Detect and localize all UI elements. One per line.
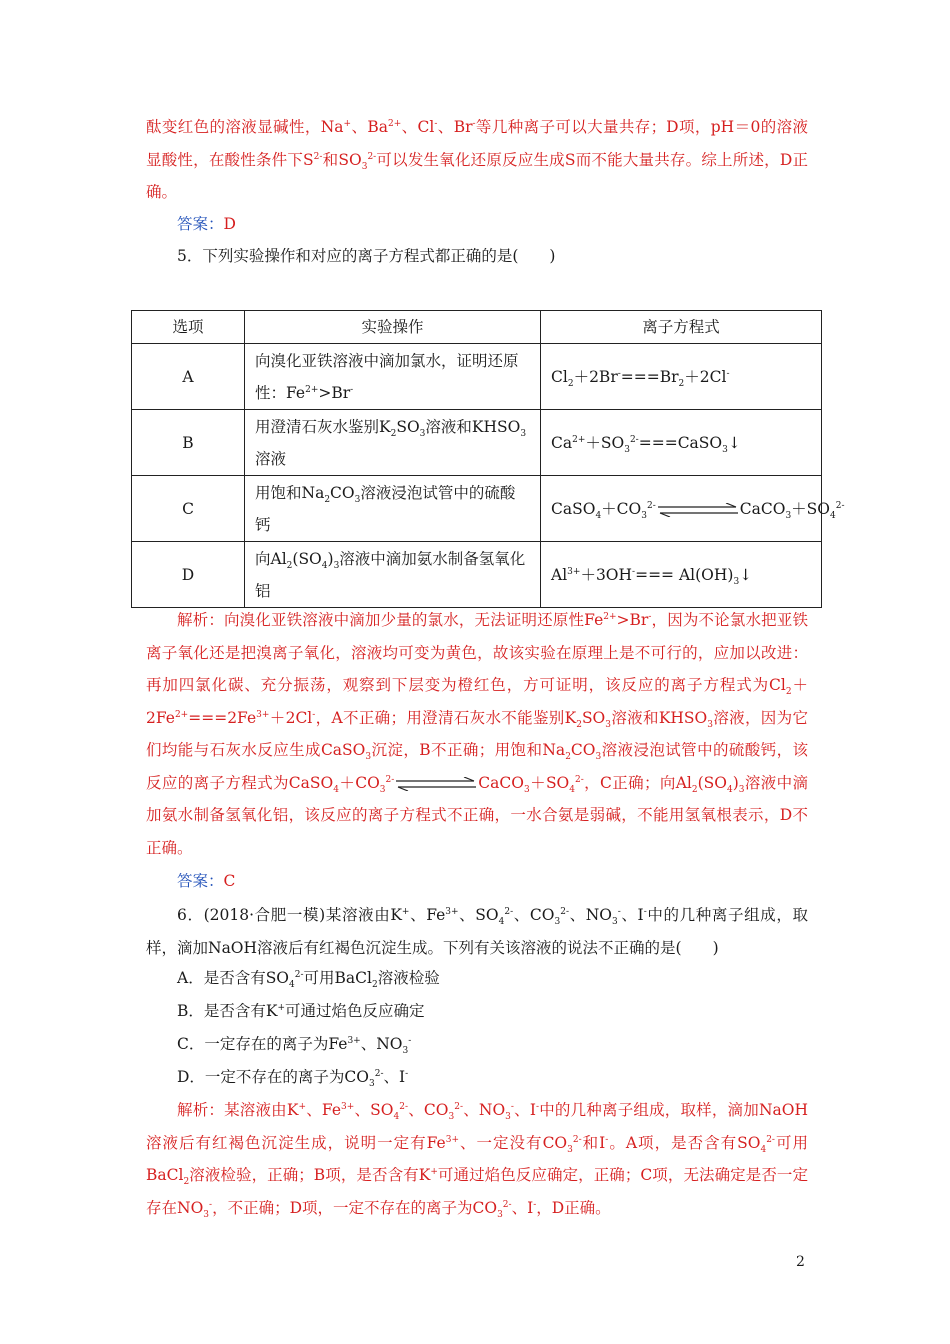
table-row: [132, 410, 822, 476]
equation-cell: $Ca^{2+}+SO_3^{2-}===CaSO_3↓$: [541, 410, 822, 476]
option-cell: A: [132, 344, 245, 410]
option-cell: D: [132, 542, 245, 608]
table-row: [132, 476, 822, 542]
answer-label: 答案：: [177, 872, 224, 890]
answer-value: D: [223, 215, 236, 233]
equation-cell: $Cl_2+2Br^-===Br_2+2Cl^-$: [541, 344, 822, 410]
question6-stem: 6．(2018·合肥一模)某溶液由K+、$Fe^{3+}$、$SO_4^{2-}$、$CO_3^{2-}$、$NO_3^-$、I-中的几种离子组成，取样，滴加NaOH溶液后有红褐色沉淀生成。下列有关该溶液的说法不正确的是( ): [146, 906, 808, 957]
option-a: A．是否含有$SO_4^{2-}$可用BaCl$_2$溶液检验: [177, 969, 440, 990]
equation-cell: $Al^{3+}+3OH^-===$ $Al(OH)_3↓$: [541, 542, 822, 608]
option-cell: B: [132, 410, 245, 476]
answer4: [177, 212, 839, 236]
answer5: [177, 869, 839, 893]
table-header: 选项: [132, 311, 245, 344]
option-cell: C: [132, 476, 245, 542]
table-header: 实验操作: [245, 311, 541, 344]
operation-cell: 用饱和$Na_2CO_3$溶液浸泡试管中的硫酸钙: [245, 476, 541, 542]
analysis6: 解析：某溶液由K+、$Fe^{3+}$、$SO_4^{2-}$、$CO_3^{2-}$、$NO_3^-$、I-中的几种离子组成，取样，滴加NaOH溶液后有红褐色沉淀生成，说明一定有$Fe^{3+}$、一定没有$CO_3^{2-}$和I-。A项，是否含有$SO_4^{2-}$可用BaCl$_2$溶液检验，正确；B项，是否含有K+可通过焰色反应确定，正确；C项，无法确定是否一定存在$NO_3^-$，不正确；D项，一定不存在的离子为$CO_3^{2-}$、I-，D正确。: [146, 1101, 808, 1220]
analysis4-continuation: 酞变红色的溶液显碱性，Na+、$Ba^{2+}$、Cl-、Br-等几种离子可以大量共存；D项，pH＝0的溶液显酸性，在酸性条件下$S^{2-}$和$SO_3^{2-}$可以发生氧化还原反应生成S而不能大量共存。综上所述，D正确。: [146, 118, 808, 201]
analysis-label: 解析：: [177, 1101, 225, 1119]
table-row: [132, 344, 822, 410]
reversible-arrow-icon: [396, 777, 476, 791]
analysis5: 解析：向溴化亚铁溶液中滴加少量的氯水，无法证明还原性$Fe^{2+}>Br^-$，因为不论氯水把亚铁离子氧化还是把溴离子氧化，溶液均可变为黄色，故该实验在原理上是不可行的，应加以改进：再加四氯化碳、充分振荡，观察到下层变为橙红色，方可证明，该反应的离子方程式为$Cl_2+2Fe^{2+}===2Fe^{3+}+2Cl^-$，A不正确；用澄清石灰水不能鉴别$K_2SO_3$溶液和$KHSO_3$溶液，因为它们均能与石灰水反应生成CaSO$_3$沉淀，B不正确；用饱和$Na_2CO_3$溶液浸泡试管中的硫酸钙，该反应的离子方程式为$CaSO_4+CO_3^{2-}$ $CaCO_3+SO_4^{2-}$，C正确；向$Al_2(SO_4)_3$溶液中滴加氨水制备氢氧化铝，该反应的离子方程式不正确，一水合氨是弱碱，不能用氢氧根表示，D不正确。: [146, 611, 808, 857]
analysis-label: 解析：: [177, 611, 224, 629]
operation-cell: 向溴化亚铁溶液中滴加氯水，证明还原性：$Fe^{2+}>Br^-$: [245, 344, 541, 410]
answer-label: 答案：: [177, 215, 224, 233]
question5-table: [131, 310, 845, 608]
answer-value: C: [223, 872, 236, 890]
table-header-row: [132, 311, 822, 344]
equation-cell: $CaSO_4+CO_3^{2-}$ $CaCO_3+SO_4^{2-}$: [541, 476, 822, 542]
table-header: 离子方程式: [541, 311, 822, 344]
option-c: C．一定存在的离子为$Fe^{3+}$、$NO_3^-$: [177, 1035, 412, 1056]
table-row: [132, 542, 822, 608]
page-number: 2: [796, 1254, 805, 1270]
question5-stem: 5．下列实验操作和对应的离子方程式都正确的是( ): [177, 247, 556, 265]
reversible-arrow-icon: [658, 503, 738, 517]
option-d: D．一定不存在的离子为$CO_3^{2-}$、I-: [177, 1068, 409, 1089]
option-b: B．是否含有K+可通过焰色反应确定: [177, 1002, 425, 1020]
operation-cell: 向$Al_2(SO_4)_3$溶液中滴加氨水制备氢氧化铝: [245, 542, 541, 608]
operation-cell: 用澄清石灰水鉴别$K_2SO_3$溶液和$KHSO_3$溶液: [245, 410, 541, 476]
